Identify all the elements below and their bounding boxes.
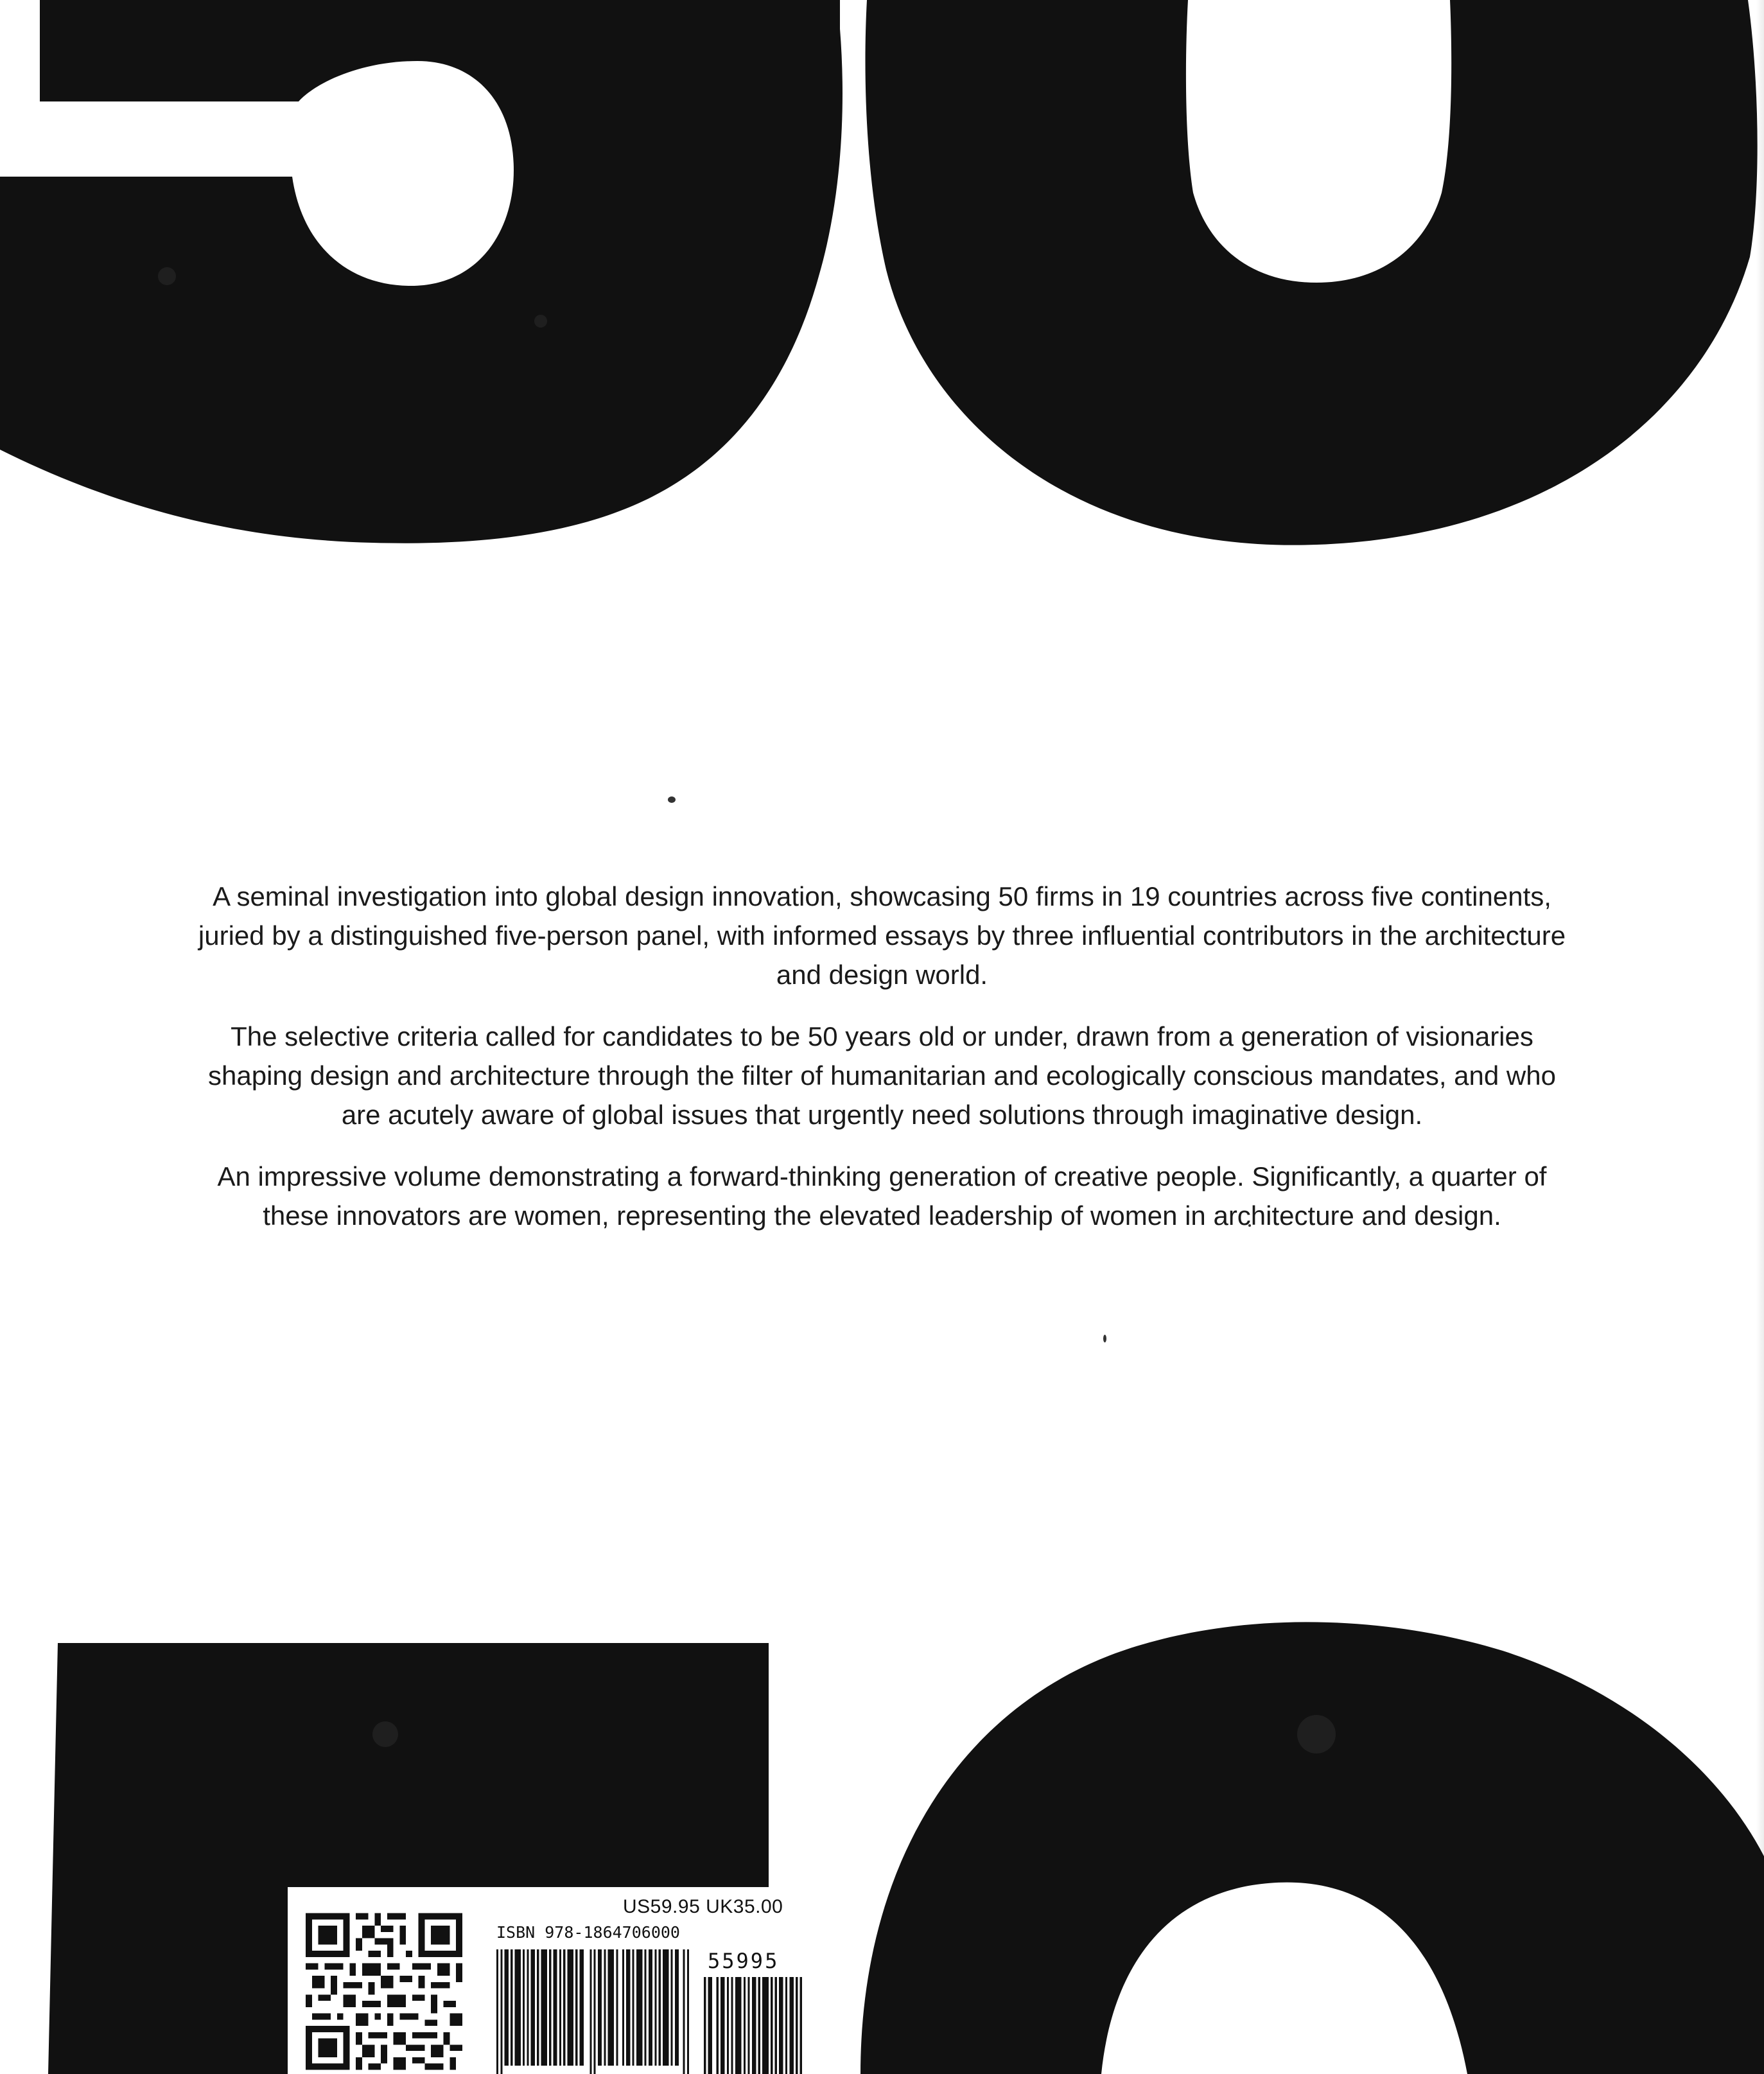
price-code-text: 55995 (708, 1949, 780, 1973)
ean-barcode-icon (496, 1949, 689, 2074)
print-speck (668, 796, 676, 803)
cover-description (193, 877, 1571, 1258)
print-speck (1103, 1335, 1106, 1342)
qr-code-icon (306, 1909, 462, 2074)
description-paragraph-2: The selective criteria called for candidates to be 50 years old or under, drawn from a generation of visionaries shaping design and architecture through the filter of humanitarian and ecologically conscious mandates, and who are acutely aware of global issues that urgently need solutions through imaginative design. (208, 1021, 1556, 1130)
bottom-digit-zero (860, 1622, 1764, 2074)
spine-edge-shadow (1756, 0, 1764, 2074)
description-paragraph-3: An impressive volume demonstrating a forward-thinking generation of creative people. Significantly, a quarter of these innovators are women, representing the elevated leadership of women in architecture and design. (217, 1161, 1547, 1231)
top-digit-zero (866, 0, 1758, 545)
description-paragraph-1: A seminal investigation into global design innovation, showcasing 50 firms in 19 countries across five continents, juried by a distinguished five-person panel, with informed essays by three influential contributors in the architecture and design world. (198, 881, 1566, 990)
top-digit-five (0, 0, 843, 543)
isbn-text: ISBN 978-1864706000 (496, 1923, 680, 1942)
price-addon-barcode-icon (704, 1977, 802, 2074)
retail-label (288, 1887, 805, 2074)
price-text: US59.95 UK35.00 (623, 1896, 783, 1917)
